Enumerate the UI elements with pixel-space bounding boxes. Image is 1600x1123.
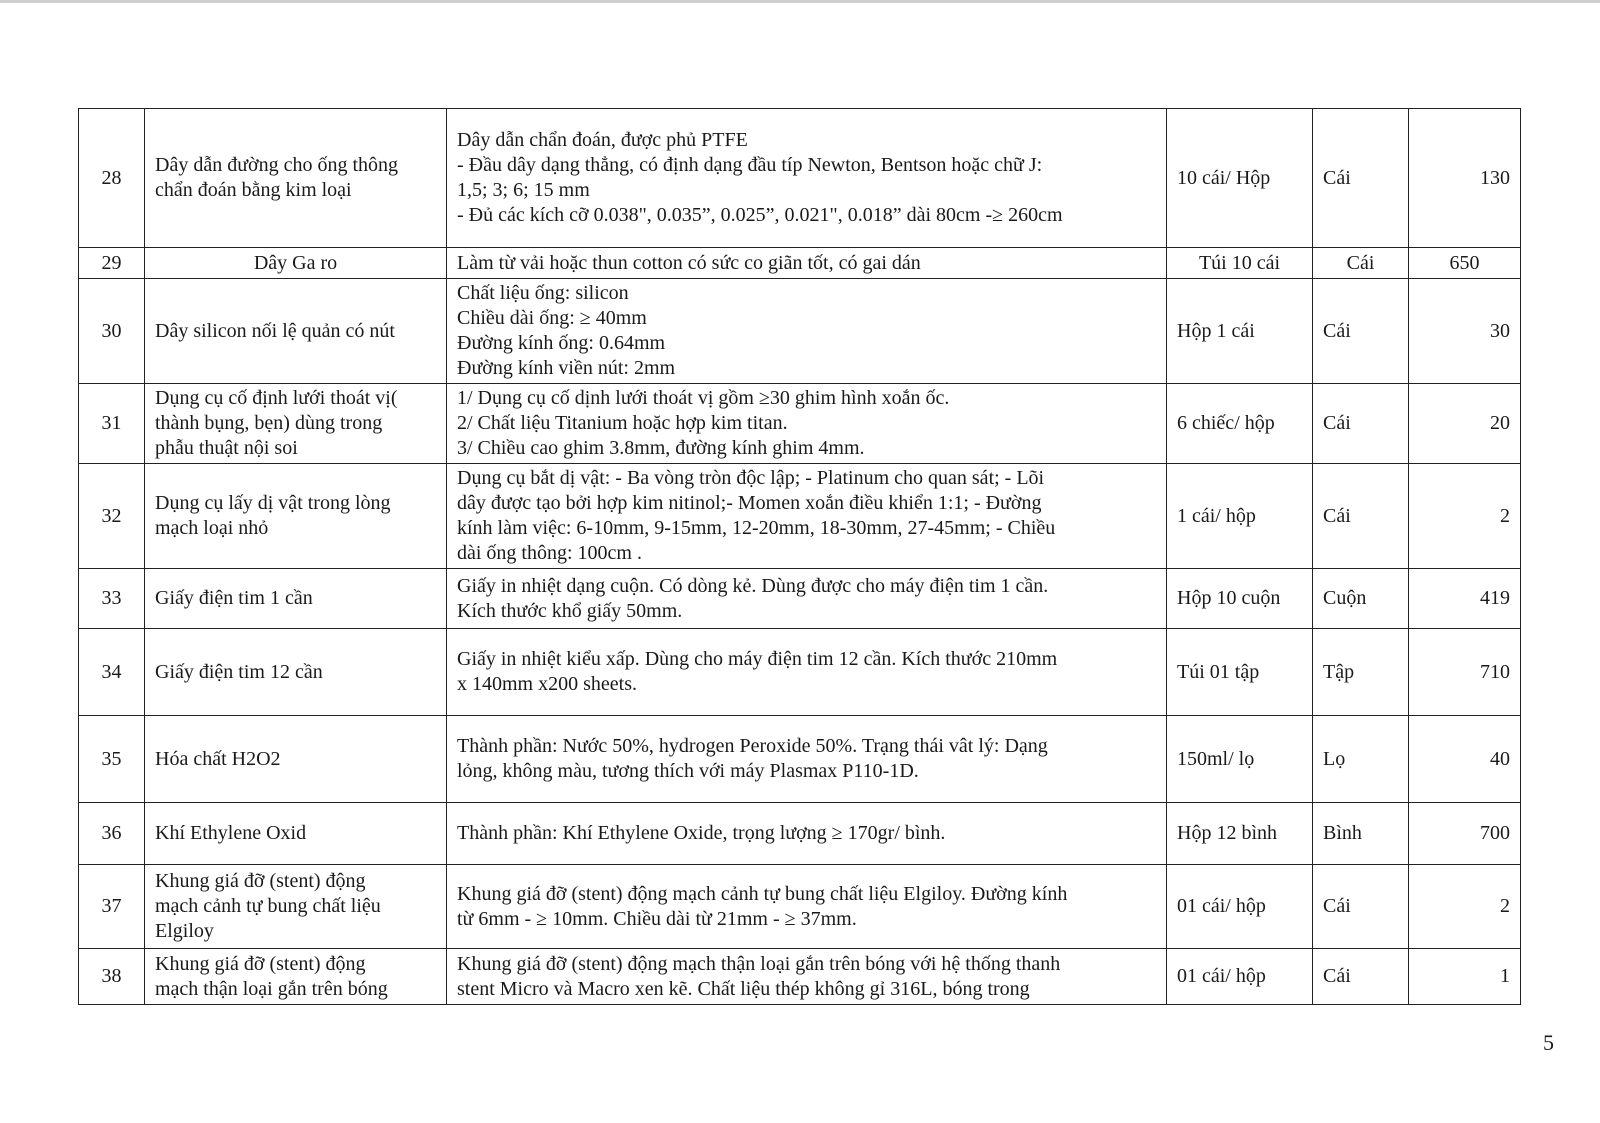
item-name: Dây silicon nối lệ quản có nút [145, 279, 447, 384]
packaging: Hộp 1 cái [1167, 279, 1313, 384]
packaging: Hộp 12 bình [1167, 803, 1313, 865]
quantity: 20 [1409, 384, 1521, 464]
item-specification: Khung giá đỡ (stent) động mạch thận loại gắn trên bóng với hệ thống thanh stent Micro và Macro xen kẽ. Chất liệu thép không gỉ 316L, bóng trong [447, 949, 1167, 1005]
table-row [79, 629, 1521, 716]
packaging: 6 chiếc/ hộp [1167, 384, 1313, 464]
quantity: 700 [1409, 803, 1521, 865]
item-specification: Dây dẫn chẩn đoán, được phủ PTFE - Đầu dây dạng thẳng, có định dạng đầu típ Newton, Bentson hoặc chữ J: 1,5; 3; 6; 15 mm - Đủ các kích cỡ 0.038", 0.035”, 0.025”, 0.021", 0.018” dài 80cm -≥ 260cm [447, 109, 1167, 248]
item-specification: Chất liệu ống: silicon Chiều dài ống: ≥ 40mm Đường kính ống: 0.64mm Đường kính viền nút: 2mm [447, 279, 1167, 384]
row-number: 31 [79, 384, 145, 464]
table-row [79, 464, 1521, 569]
unit: Lọ [1313, 716, 1409, 803]
item-name: Giấy điện tim 1 cần [145, 569, 447, 629]
row-number: 30 [79, 279, 145, 384]
page-number: 5 [1543, 1030, 1554, 1055]
quantity: 40 [1409, 716, 1521, 803]
scan-top-edge [0, 0, 1600, 3]
unit: Cái [1313, 248, 1409, 279]
packaging: 1 cái/ hộp [1167, 464, 1313, 569]
packaging: 01 cái/ hộp [1167, 865, 1313, 949]
unit: Cái [1313, 949, 1409, 1005]
row-number: 35 [79, 716, 145, 803]
table-row [79, 248, 1521, 279]
row-number: 28 [79, 109, 145, 248]
item-name: Khung giá đỡ (stent) động mạch cảnh tự bung chất liệu Elgiloy [145, 865, 447, 949]
quantity: 710 [1409, 629, 1521, 716]
item-name: Dụng cụ lấy dị vật trong lòng mạch loại nhỏ [145, 464, 447, 569]
table-row [79, 865, 1521, 949]
item-specification: Giấy in nhiệt kiểu xấp. Dùng cho máy điện tim 12 cần. Kích thước 210mm x 140mm x200 sheets. [447, 629, 1167, 716]
quantity: 30 [1409, 279, 1521, 384]
unit: Cái [1313, 464, 1409, 569]
item-name: Hóa chất H2O2 [145, 716, 447, 803]
item-name: Khung giá đỡ (stent) động mạch thận loại gắn trên bóng [145, 949, 447, 1005]
item-specification: Làm từ vải hoặc thun cotton có sức co giãn tốt, có gai dán [447, 248, 1167, 279]
unit: Cái [1313, 865, 1409, 949]
unit: Cái [1313, 109, 1409, 248]
row-number: 37 [79, 865, 145, 949]
item-specification: Dụng cụ bắt dị vật: - Ba vòng tròn độc lập; - Platinum cho quan sát; - Lõi dây được tạo bởi hợp kim nitinol;- Momen xoắn điều khiển 1:1; - Đường kính làm việc: 6-10mm, 9-15mm, 12-20mm, 18-30mm, 27-45mm; - Chiều dài ống thông: 100cm . [447, 464, 1167, 569]
quantity: 2 [1409, 865, 1521, 949]
packaging: Túi 01 tập [1167, 629, 1313, 716]
unit: Tập [1313, 629, 1409, 716]
row-number: 36 [79, 803, 145, 865]
table-row [79, 716, 1521, 803]
item-name: Dây Ga ro [145, 248, 447, 279]
item-specification: Khung giá đỡ (stent) động mạch cảnh tự bung chất liệu Elgiloy. Đường kính từ 6mm - ≥ 10mm. Chiều dài từ 21mm - ≥ 37mm. [447, 865, 1167, 949]
table-row [79, 569, 1521, 629]
table-row [79, 279, 1521, 384]
quantity: 130 [1409, 109, 1521, 248]
packaging: 150ml/ lọ [1167, 716, 1313, 803]
row-number: 33 [79, 569, 145, 629]
table-row [79, 384, 1521, 464]
item-name: Dây dẫn đường cho ống thông chẩn đoán bằng kim loại [145, 109, 447, 248]
unit: Cuộn [1313, 569, 1409, 629]
row-number: 29 [79, 248, 145, 279]
quantity: 419 [1409, 569, 1521, 629]
packaging: Túi 10 cái [1167, 248, 1313, 279]
equipment-spec-table [78, 108, 1521, 1005]
unit: Cái [1313, 279, 1409, 384]
item-name: Khí Ethylene Oxid [145, 803, 447, 865]
quantity: 650 [1409, 248, 1521, 279]
item-name: Giấy điện tim 12 cần [145, 629, 447, 716]
packaging: Hộp 10 cuộn [1167, 569, 1313, 629]
item-specification: 1/ Dụng cụ cố dịnh lưới thoát vị gồm ≥30 ghim hình xoắn ốc. 2/ Chất liệu Titanium hoặc hợp kim titan. 3/ Chiều cao ghim 3.8mm, đường kính ghim 4mm. [447, 384, 1167, 464]
table-row [79, 109, 1521, 248]
table-row [79, 949, 1521, 1005]
item-name: Dụng cụ cố định lưới thoát vị( thành bụng, bẹn) dùng trong phẫu thuật nội soi [145, 384, 447, 464]
item-specification: Thành phần: Nước 50%, hydrogen Peroxide 50%. Trạng thái vât lý: Dạng lỏng, không màu, tương thích với máy Plasmax P110-1D. [447, 716, 1167, 803]
row-number: 38 [79, 949, 145, 1005]
packaging: 01 cái/ hộp [1167, 949, 1313, 1005]
quantity: 2 [1409, 464, 1521, 569]
quantity: 1 [1409, 949, 1521, 1005]
item-specification: Thành phần: Khí Ethylene Oxide, trọng lượng ≥ 170gr/ bình. [447, 803, 1167, 865]
packaging: 10 cái/ Hộp [1167, 109, 1313, 248]
unit: Cái [1313, 384, 1409, 464]
item-specification: Giấy in nhiệt dạng cuộn. Có dòng kẻ. Dùng được cho máy điện tim 1 cần. Kích thước khổ giấy 50mm. [447, 569, 1167, 629]
unit: Bình [1313, 803, 1409, 865]
table-row [79, 803, 1521, 865]
row-number: 32 [79, 464, 145, 569]
row-number: 34 [79, 629, 145, 716]
